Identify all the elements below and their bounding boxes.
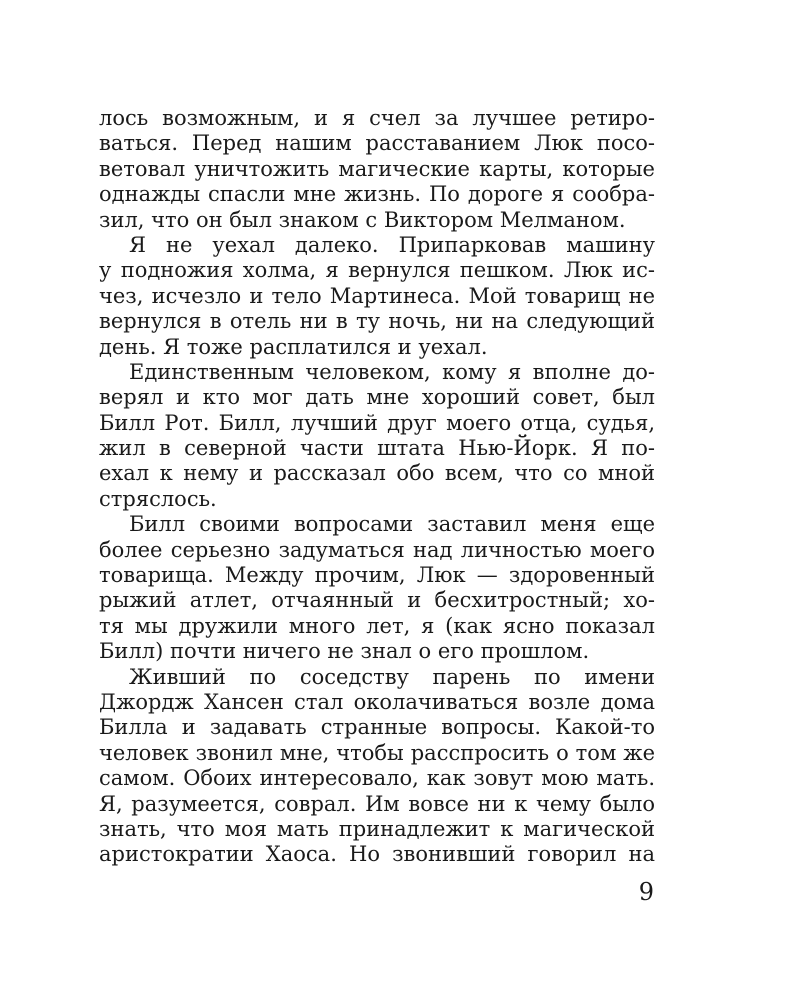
paragraph <box>99 233 655 360</box>
text-line: Джордж Хансен стал околачиваться возле дома <box>99 689 655 714</box>
text-line: ваться. Перед нашим расставанием Люк посо- <box>99 131 655 156</box>
text-line: Билл) почти ничего не знал о его прошлом. <box>99 639 590 664</box>
text-line: знать, что моя мать принадлежит к магической <box>99 816 655 841</box>
text-line: стряслось. <box>99 486 217 511</box>
text-line: зил, что он был знаком с Виктором Мелманом. <box>99 207 626 232</box>
text-line: Билл своими вопросами заставил меня еще <box>129 512 655 537</box>
paragraph <box>99 512 655 664</box>
text-line: самом. Обоих интересовало, как зовут мою мать. <box>99 766 655 791</box>
text-line: Билла и задавать странные вопросы. Какой-то <box>99 715 655 740</box>
text-line: день. Я тоже расплатился и уехал. <box>99 334 488 359</box>
text-line: более серьезно задуматься над личностью моего <box>99 537 655 562</box>
text-line: однажды спасли мне жизнь. По дороге я сообра- <box>99 182 655 207</box>
text-line: рыжий атлет, отчаянный и бесхитростный; хо- <box>99 588 655 613</box>
text-line: верял и кто мог дать мне хороший совет, был <box>99 385 655 410</box>
text-line: товарища. Между прочим, Люк — здоровенный <box>99 563 655 588</box>
text-line: Я не уехал далеко. Припарковав машину <box>129 232 655 257</box>
text-line: тя мы дружили много лет, я (как ясно показал <box>99 613 655 638</box>
paragraph <box>99 106 655 233</box>
text-line: человек звонил мне, чтобы расспросить о том же <box>99 740 655 765</box>
text-line: лось возможным, и я счел за лучшее ретиро- <box>99 106 655 130</box>
text-line: Живший по соседству парень по имени <box>129 664 655 689</box>
body-text <box>99 106 655 868</box>
text-line: у подножия холма, я вернулся пешком. Люк ис- <box>99 258 655 283</box>
text-line: ветовал уничтожить магические карты, которые <box>99 156 655 181</box>
text-line: ехал к нему и рассказал обо всем, что со мной <box>99 461 655 486</box>
paragraph <box>99 360 655 512</box>
text-line: вернулся в отель ни в ту ночь, ни на следующий <box>99 309 655 334</box>
text-line: Единственным человеком, кому я вполне до- <box>129 359 655 384</box>
text-line: чез, исчезло и тело Мартинеса. Мой товарищ не <box>99 283 655 308</box>
text-line: аристократии Хаоса. Но звонивший говорил на <box>99 842 655 867</box>
text-line: Билл Рот. Билл, лучший друг моего отца, судья, <box>99 410 655 435</box>
text-line: Я, разумеется, соврал. Им вовсе ни к чему было <box>99 791 655 816</box>
text-line: жил в северной части штата Нью-Йорк. Я по- <box>99 436 655 461</box>
paragraph <box>99 665 655 868</box>
page-number: 9 <box>638 878 654 906</box>
